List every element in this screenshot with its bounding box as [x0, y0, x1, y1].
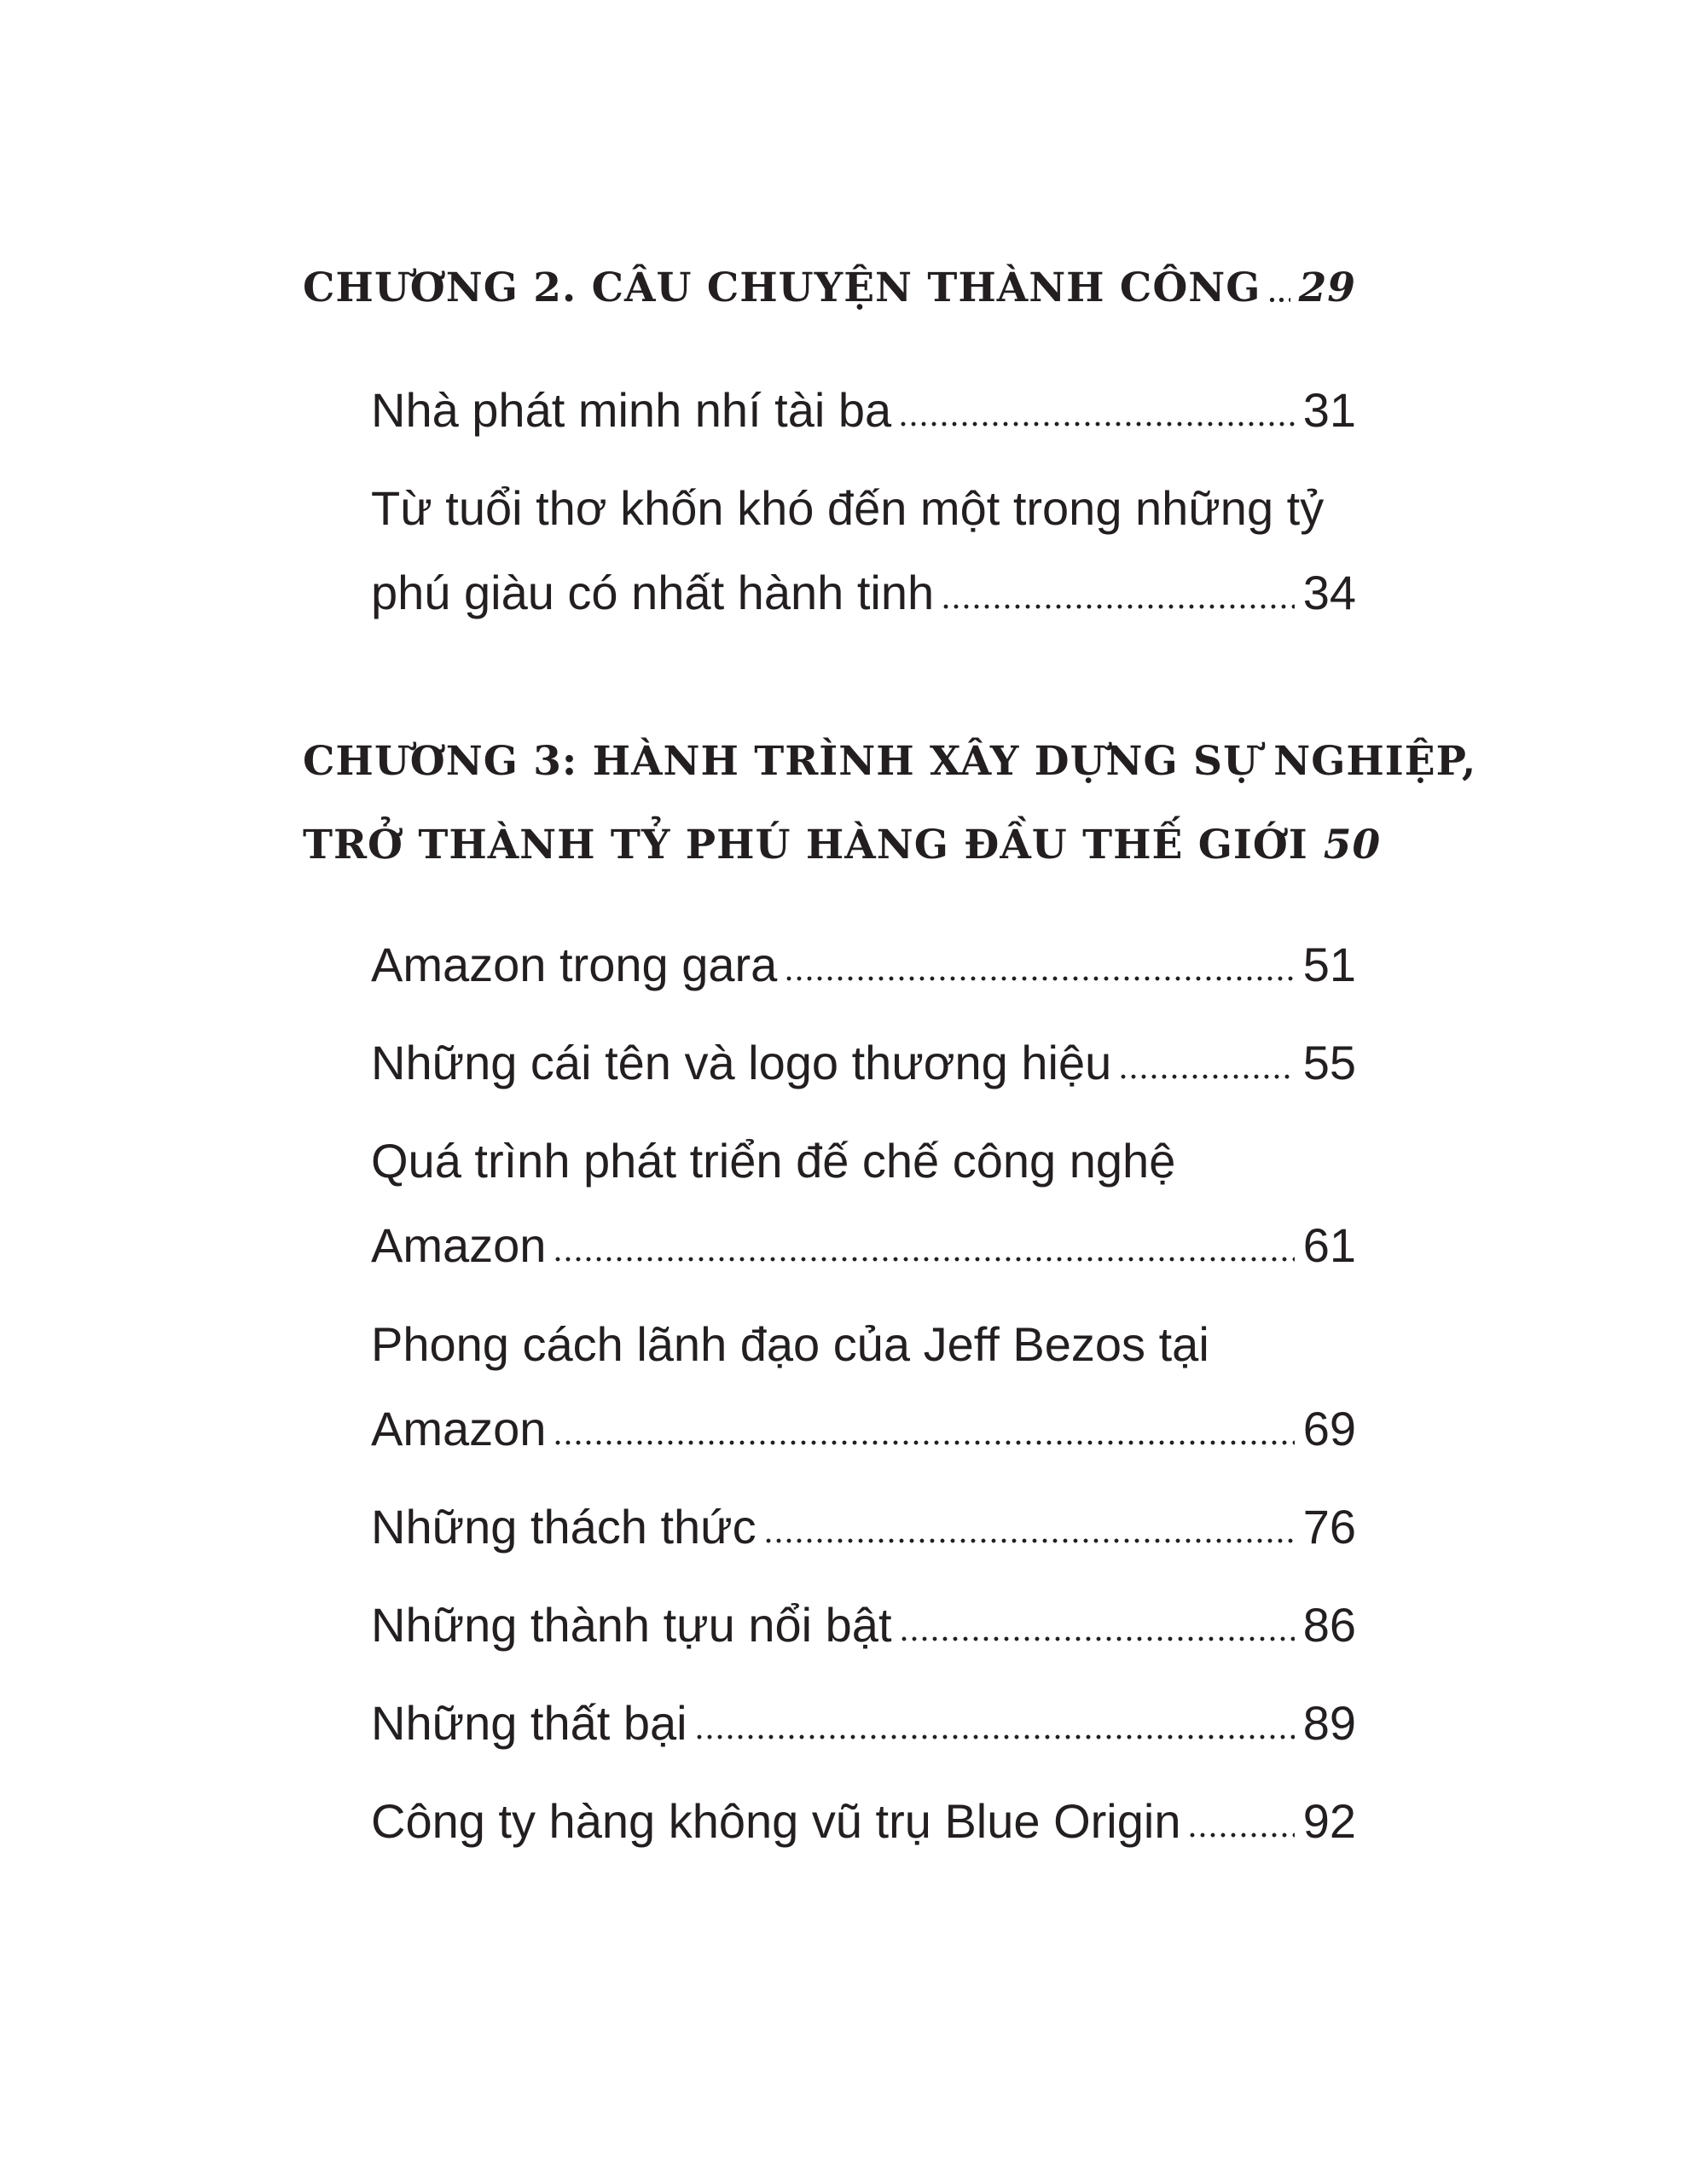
toc-entry-garage[interactable] [371, 937, 1356, 992]
toc-entry-failures[interactable] [371, 1695, 1356, 1751]
dot-leader [1187, 1832, 1294, 1838]
entry-page: 69 [1302, 1402, 1356, 1455]
entry-label: Những cái tên và logo thương hiệu [371, 1036, 1112, 1089]
entry-page: 61 [1302, 1218, 1356, 1272]
chapter-3-title-line2: TRỞ THÀNH TỶ PHÚ HÀNG ĐẦU THẾ GIỚI [303, 822, 1308, 868]
entry-label: Từ tuổi thơ khốn khó đến một trong những tỷ [371, 481, 1325, 535]
toc-entry-childhood-line1[interactable] [371, 480, 1356, 536]
toc-entry-challenges[interactable] [371, 1499, 1356, 1554]
toc-entry-childhood[interactable] [371, 565, 1356, 620]
dot-leader [784, 975, 1294, 982]
entry-label: Công ty hàng không vũ trụ Blue Origin [371, 1794, 1181, 1848]
toc-entry-achievements[interactable] [371, 1597, 1356, 1653]
toc-entry-empire-line1[interactable] [371, 1133, 1356, 1188]
dot-leader [553, 1439, 1294, 1446]
entry-page: 76 [1302, 1500, 1356, 1554]
entry-label: Những thách thức [371, 1500, 757, 1554]
entry-label: Quá trình phát triển đế chế công nghệ [371, 1134, 1176, 1188]
toc-entry-inventor[interactable] [371, 382, 1356, 438]
toc-entry-names-logo[interactable] [371, 1035, 1356, 1090]
entry-page: 34 [1302, 566, 1356, 619]
entry-label: Phong cách lãnh đạo của Jeff Bezos tại [371, 1317, 1209, 1371]
chapter-3-heading-line1[interactable] [303, 738, 1477, 785]
chapter-3-heading[interactable] [303, 822, 1382, 868]
dot-leader [1118, 1073, 1294, 1080]
entry-page: 51 [1302, 938, 1356, 991]
dot-leader [763, 1537, 1295, 1544]
dot-leader [694, 1734, 1295, 1740]
chapter-3-title-line1: CHƯƠNG 3: HÀNH TRÌNH XÂY DỰNG SỰ NGHIỆP, [303, 738, 1477, 785]
entry-page: 55 [1302, 1036, 1356, 1089]
entry-label: Nhà phát minh nhí tài ba [371, 383, 892, 437]
entry-label: Những thất bại [371, 1696, 687, 1750]
chapter-3-page: 50 [1323, 822, 1382, 868]
entry-label: Amazon [371, 1218, 547, 1272]
entry-label: Amazon trong gara [371, 938, 778, 991]
chapter-2-title: CHƯƠNG 2. CÂU CHUYỆN THÀNH CÔNG [303, 264, 1261, 311]
dot-leader [553, 1256, 1294, 1263]
toc-entry-blue-origin[interactable] [371, 1793, 1356, 1849]
toc-entry-empire[interactable] [371, 1217, 1356, 1273]
entry-label: Những thành tựu nổi bật [371, 1598, 892, 1652]
toc-entry-leadership[interactable] [371, 1401, 1356, 1456]
chapter-2-heading[interactable] [303, 264, 1356, 311]
dot-leader [898, 421, 1295, 427]
entry-page: 86 [1302, 1598, 1356, 1652]
entry-page: 89 [1302, 1696, 1356, 1750]
chapter-2-page: 29 [1298, 264, 1356, 311]
dot-leader [899, 1635, 1295, 1642]
toc-entry-leadership-line1[interactable] [371, 1316, 1356, 1372]
dot-leader [941, 603, 1295, 610]
entry-label: Amazon [371, 1402, 547, 1455]
entry-page: 31 [1302, 383, 1356, 437]
entry-page: 92 [1302, 1794, 1356, 1848]
dot-leader [1267, 297, 1290, 303]
entry-label: phú giàu có nhất hành tinh [371, 566, 935, 619]
